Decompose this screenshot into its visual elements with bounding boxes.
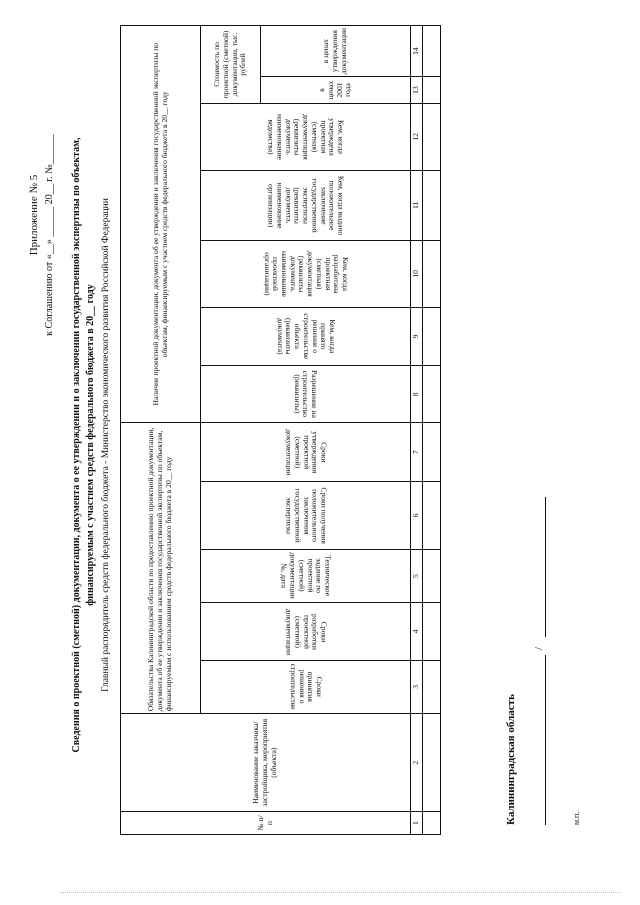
col-number: 2 [411,714,423,812]
col-number: 14 [411,26,423,77]
signature-line [545,655,546,825]
col-number: 11 [411,170,423,240]
col-number: 7 [411,423,423,481]
scan-edge [60,892,620,893]
name-line [545,497,546,637]
budget-manager-line: Главный распорядитель средств федерального бюджета - Министерство экономического развития Российской Федерации [101,198,111,692]
header-cell-9: Кем, когда принято решение о строительстве объекта (реквизиты документа) [201,307,411,365]
document-title-line2: финансируемым с участием средств федерального бюджета в 20__ году [85,284,96,606]
header-cell-3: Сроки принятия решения о строительстве [201,660,411,714]
col-number: 1 [411,812,423,835]
col-number: 8 [411,366,423,423]
document-title-line1: Сведения о проектной (сметной) документации, документа о ее утверждении и о заключении государственной экспертизы по объектам, [71,137,82,753]
stamp-place-label: м.п. [572,811,581,825]
header-cell-12: Кем, когда утверждена проектная (сметная) документация (реквизиты документа, наименование ведомства) [201,103,411,170]
region-signatory: Калининградская область [505,694,517,825]
col-number: 6 [411,481,423,549]
header-cell-4: Сроки разработки проектной (сметной) документации [201,603,411,660]
col-number: 13 [411,77,423,104]
header-cell-7: Сроки утверждения проектной (сметной) документации [201,423,411,481]
col-number: 3 [411,660,423,714]
header-cell-8: Разрешение на строительство (реквизиты) [201,366,411,423]
column-number-row [411,26,423,835]
appendix-label: Приложение № 5 [28,174,40,256]
header-group-availability: Наличие проектной документации, документа об ее утверждении и заключения государственной экспертизы по объектам, финансируемым с участием средств федерального бюджета в 20__ году [121,26,201,423]
table-row [423,26,441,835]
header-group-obligations: Обязательства Калининградской области по предоставлению проектной документации, документа об ее утверждении и заключения государственной экспертизы по объектам, финансируемым с использованием средств федерального бюджета в 20__ году [121,423,201,714]
header-cell-13: в ценах 2001 года [261,77,411,104]
header-cell-6: Сроки получения положительного заключения государственной экспертизы [201,481,411,549]
col-number: 5 [411,549,423,603]
col-number: 12 [411,103,423,170]
agreement-line: к Соглашению от «__» ______ 20__ г. №______ [44,134,55,336]
documentation-table [120,25,441,835]
col-number: 4 [411,603,423,660]
col-number: 9 [411,307,423,365]
header-cell-cost: Стоимость по проектной (сметной) документации, тыс. рублей [201,26,261,104]
header-cell-10: Кем, когда разработана проектная (сметная) документация (реквизиты документа, наименование проектной организации) [201,240,411,307]
header-cell-14: в ценах утверждения документации [261,26,411,77]
signature-slash: / [533,646,545,650]
header-cell-name: Наименование заказчика/застройщика, мероприятия (объекта) [121,714,411,812]
header-cell-11: Кем, когда выдано положительное заключение государственной экспертизы (реквизиты документа, наименование организации) [201,170,411,240]
header-cell-no: № п/п [121,812,411,835]
header-cell-5: Техническое задание по проектной (сметной) документации №, дата [201,549,411,603]
col-number: 10 [411,240,423,307]
